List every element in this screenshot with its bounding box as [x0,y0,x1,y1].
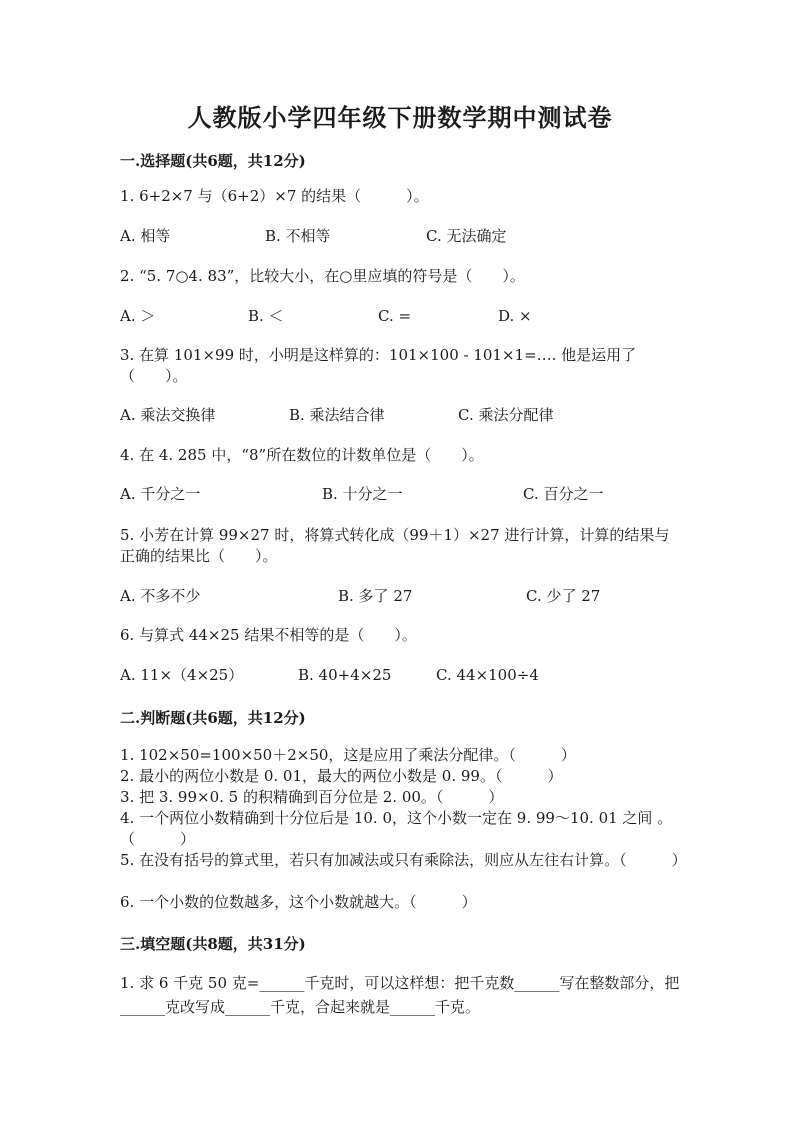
question-3-option-c: C. 乘法分配律 [458,406,554,424]
question-3-option-a: A. 乘法交换律 [120,406,216,424]
question-5-option-b: B. 多了 27 [338,587,413,605]
question-1-option-c: C. 无法确定 [426,227,507,245]
judgment-item-4: 4. 一个两位小数精确到十分位后是 10. 0，这个小数一定在 9. 99～10. 01 之间 。（ ） [120,809,673,848]
question-2-option-d: D. × [498,307,532,325]
question-5-option-a: A. 不多不少 [120,587,201,605]
question-4-option-c: C. 百分之一 [523,485,604,503]
section-heading-fill-in: 三.填空题(共8题，共31分) [120,935,306,953]
question-1-option-b: B. 不相等 [265,227,331,245]
judgment-item-3: 3. 把 3. 99×0. 5 的积精确到百分位是 2. 00。（ ） [120,788,504,806]
question-2-option-b: B. ＜ [248,307,284,325]
question-6-option-a: A. 11×（4×25） [120,666,244,684]
question-6-option-c: C. 44×100÷4 [436,666,539,684]
fill-in-question-1: 1. 求 6 千克 50 克=______千克时，可以这样想：把千克数______写在整数部分，把______克改写成______千克，合起来就是______千克。 [120,974,680,1016]
question-4-option-a: A. 千分之一 [120,485,201,503]
question-5-option-c: C. 少了 27 [526,587,601,605]
question-3: 3. 在算 101×99 时，小明是这样算的：101×100 - 101×1=…. 他是运用了（ ）。 [120,346,637,385]
question-6: 6. 与算式 44×25 结果不相等的是（ ）。 [120,626,417,644]
question-5: 5. 小芳在计算 99×27 时，将算式转化成（99＋1）×27 进行计算，计算的结果与正确的结果比（ ）。 [120,526,670,565]
question-4-option-b: B. 十分之一 [322,485,403,503]
question-2-option-c: C. = [378,307,412,325]
question-1-option-a: A. 相等 [120,227,171,245]
question-1: 1. 6+2×7 与（6+2）×7 的结果（ ）。 [120,187,429,205]
judgment-item-6: 6. 一个小数的位数越多，这个小数就越大。（ ） [120,893,477,911]
judgment-item-5: 5. 在没有括号的算式里，若只有加减法或只有乘除法，则应从左往右计算。（ ） [120,851,687,869]
question-3-option-b: B. 乘法结合律 [289,406,385,424]
judgment-item-1: 1. 102×50=100×50＋2×50，这是应用了乘法分配律。（ ） [120,746,576,764]
exam-title: 人教版小学四年级下册数学期中测试卷 [187,103,613,132]
judgment-item-2: 2. 最小的两位小数是 0. 01，最大的两位小数是 0. 99。（ ） [120,767,563,785]
question-4: 4. 在 4. 285 中，“8”所在数位的计数单位是（ ）。 [120,446,484,464]
question-6-option-b: B. 40+4×25 [298,666,392,684]
question-2: 2. “5. 7○4. 83”，比较大小，在○里应填的符号是（ ）。 [120,267,525,285]
section-heading-choice: 一.选择题(共6题，共12分) [120,152,306,170]
section-heading-judgment: 二.判断题(共6题，共12分) [120,709,306,727]
question-2-option-a: A. ＞ [120,307,156,325]
